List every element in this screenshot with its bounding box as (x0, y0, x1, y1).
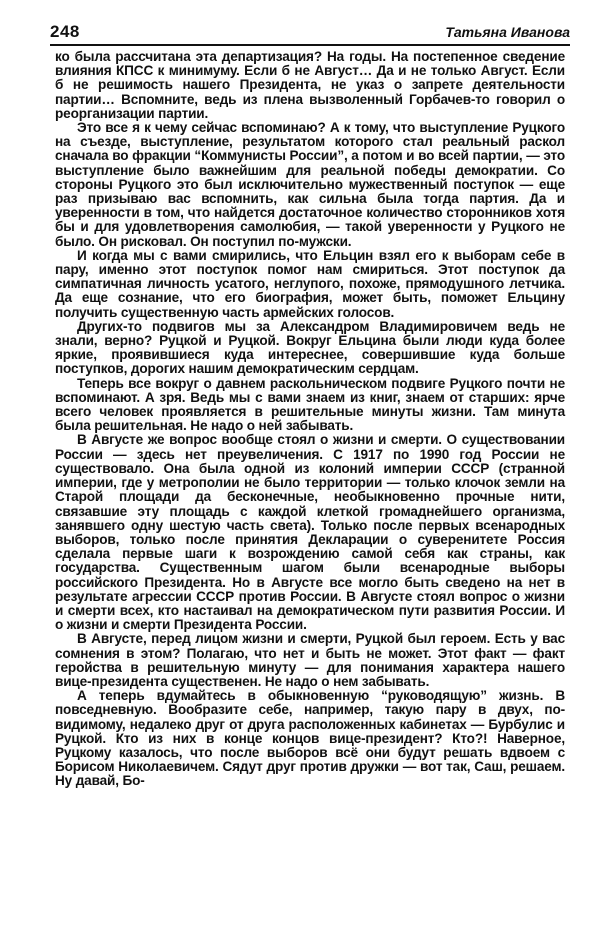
paragraph: В Августе же вопрос вообще стоял о жизни и смерти. О существовании России — здесь нет преувеличения. С 1917 по 1990 год России не существовало. Она была одной из колоний империи СССР (странной империи, где у метрополии не было территории — только клочок земли на Старой площади да бесконечные, необыкновенно прочные нити, связавшие эту площадь с каждой клеткой громаднейшего организма, занявшего одну шестую часть света). Только после первых всенародных выборов, только после принятия Декларации о суверенитете Россия сделала первые шаги к возрождению самой себя как страны, как государства. Существенным шагом были всенародные выборы российского Президента. Но в Августе все могло быть сведено на нет в результате агрессии СССР против России. В Августе стоял вопрос о жизни и смерти всех, кто настаивал на демократическом пути развития России. И о жизни и смерти Президента России. (55, 432, 565, 633)
paragraph: ко была рассчитана эта департизация? На годы. На постепенное сведение влияния КПСС к минимуму. Если б не Август… Да и не только Август. Если б не решимость нашего Президента, не указ о запрете деятельности партии… Вспомните, ведь из плена вызволенный Горбачев-то говорил о реорганизации партии. (55, 49, 565, 121)
page-header (50, 22, 570, 44)
paragraph: А теперь вдумайтесь в обыкновенную “руководящую” жизнь. В повседневную. Вообразите себе, например, такую пару в двух, по-видимому, недалеко друг от друга расположенных кабинетах — Бурбулис и Руцкой. Кто из них в конце концов вице-президент? Кто?! Наверное, Руцкому казалось, что после выборов всё они будут решать вдвоем с Борисом Николаевичем. Сядут друг против дружки — вот так, Саш, решаем. Ну давай, Бо- (55, 688, 565, 789)
header-rule (50, 44, 570, 46)
paragraph: Других-то подвигов мы за Александром Владимировичем ведь не знали, верно? Руцкой и Руцкой. Вокруг Ельцина были люди куда более яркие, проявившиеся куда интереснее, совершившие куда больше поступков, дорогих нашим демократическим сердцам. (55, 318, 565, 377)
page-number: 248 (50, 22, 80, 41)
body-text (55, 50, 565, 789)
running-title: Татьяна Иванова (445, 24, 570, 40)
paragraph: И когда мы с вами смирились, что Ельцин взял его к выборам себе в пару, именно этот поступок помог нам смириться. Этот поступок да симпатичная личность усатого, неглупого, похоже, прямодушного летчика. Да еще сознание, что его биография, может быть, поможет Ельцину получить существенную часть армейских голосов. (55, 247, 565, 320)
paragraph: В Августе, перед лицом жизни и смерти, Руцкой был героем. Есть у вас сомнения в этом? Полагаю, что нет и быть не может. Этот факт — факт геройства в решительную минуту — для понимания характера нашего вице-президента существенен. Не надо о нем забывать. (55, 631, 565, 689)
paragraph: Это все я к чему сейчас вспоминаю? А к тому, что выступление Руцкого на съезде, выступление, результатом которого стал реальный раскол сначала во фракции “Коммунисты России”, а потом и во всей партии, — это выступление было важнейшим для реальной победы демократии. Со стороны Руцкого это был исключительно мужественный поступок — еще раз призываю вас вспомнить, как сильна была тогда партия. Да и уверенности в том, что найдется достаточное количество сторонников хотя бы и для удовлетворения самолюбия, — такой уверенности у Руцкого не было. Он рисковал. Он поступил по-мужски. (55, 120, 565, 249)
paragraph: Теперь все вокруг о давнем раскольническом подвиге Руцкого почти не вспоминают. А зря. Ведь мы с вами знаем из книг, знаем от старших: ярче всего человек проявляется в решительные минуты жизни. Там минута была решительная. Не надо о ней забывать. (55, 375, 565, 434)
